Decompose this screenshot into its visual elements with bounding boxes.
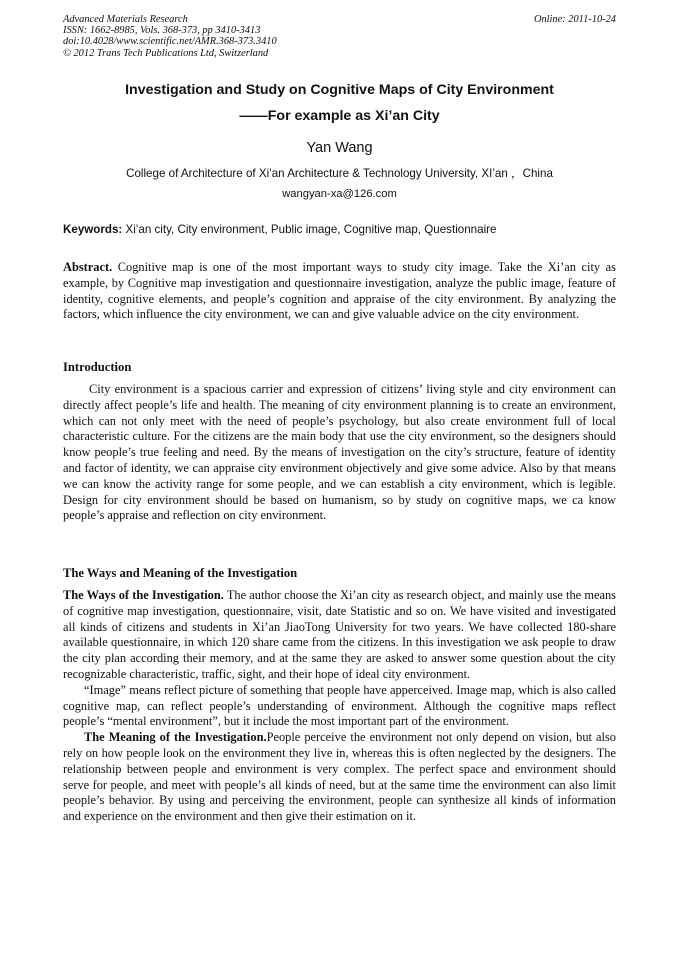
ways-paragraph	[63, 588, 616, 683]
author-name: Yan Wang	[306, 140, 373, 156]
copyright-line: © 2012 Trans Tech Publications Ltd, Switzerland	[63, 47, 269, 59]
online-date: Online: 2011-10-24	[533, 14, 616, 25]
issn-line: ISSN: 1662-8985, Vols. 368-373, pp 3410-3413	[63, 25, 261, 37]
journal-header	[63, 14, 616, 59]
paper-title: Investigation and Study on Cognitive Maps of City Environment	[125, 82, 554, 98]
meaning-label: The Meaning of the Investigation.	[84, 730, 267, 745]
journal-name: Advanced Materials Research	[63, 14, 188, 25]
introduction-heading: Introduction	[63, 360, 132, 374]
abstract	[63, 260, 616, 323]
ways-body	[63, 588, 616, 825]
paper-subtitle: ——For example as Xi’an City	[239, 108, 440, 124]
ways-heading: The Ways and Meaning of the Investigation	[63, 566, 298, 580]
abstract-text: Cognitive map is one of the most important ways to study city image. Take the Xi’an city as example, by Cognitive map investigation and questionnaire investigation, analyze the public image, feature of identity, cognitive elements, and people’s cognition and appraise of the city environment. By analyzing the factors, which influence the city environment, we can and give valuable advice on the city environment.	[63, 260, 616, 322]
keywords-label: Keywords:	[63, 223, 123, 236]
author-affiliation: College of Architecture of Xi’an Architecture & Technology University, XI’an ，China	[126, 167, 553, 180]
meaning-text: People perceive the environment not only depend on vision, but also rely on how people look on the environment they live in, whereas this is often neglected by the designers. The relationship between people and environment is very complex. The perfect space and environment should serve for people, and meet with people’s all kinds of need, but at the same time the environment can also limit people’s behavior. By using and perceiving the environment, people can synthesize all kinds of information and experience on the environment and then give their estimation on it.	[63, 730, 616, 824]
doi-line: doi:10.4028/www.scientific.net/AMR.368-373.3410	[63, 36, 277, 48]
keywords	[63, 223, 616, 236]
keywords-text: Xi’an city, City environment, Public image, Cognitive map, Questionnaire	[122, 223, 497, 236]
image-paragraph: “Image” means reflect picture of something that people have apperceived. Image map, which is also called cognitive map, can reflect people’s understanding of environment. Although the cognitive maps reflect people’s “mental environment”, but it include the most important part of the environment.	[63, 682, 616, 729]
ways-text: The author choose the Xi’an city as research object, and mainly use the means of cognitive map investigation, questionnaire, visit, date Statistic and so on. We have visited and investigated all kinds of citizens and students in Xi’an JiaoTong University for two years. We have collected 180-share available questionnaire, in which 120 share came from the citizens. In this investigation we ask people to draw the city plan according their memory, and at the same they are asked to answer some question about the city recognizable characteristic, traffic, sight, and their hope of ideal city environment.	[63, 588, 616, 681]
author-email: wangyan-xa@126.com	[282, 188, 397, 200]
introduction-body	[63, 382, 616, 524]
introduction-paragraph: City environment is a spacious carrier and expression of citizens’ living style and city environment can directly affect people’s life and health. The meaning of city environment planning is to create an environment, which can not only meet with the need of people’s psychology, but also create environment full of local characteristic culture. For the citizens are the main body that use the city environment, so the designers should know people’s true feeling and need. By the means of investigation on the city’s structure, feature of identity and factor of identity, we can appraise city environment objectively and give some advice. Also by that means we can know the activity range for some people, and we can establish a city environment, which is legible. Design for city environment should be based on humanism, so by study on cognitive maps, we ca know people’s appraise and reflection on city environment.	[63, 382, 616, 523]
abstract-label: Abstract.	[63, 260, 113, 274]
meaning-paragraph	[63, 730, 616, 825]
ways-label: The Ways of the Investigation.	[63, 588, 224, 602]
